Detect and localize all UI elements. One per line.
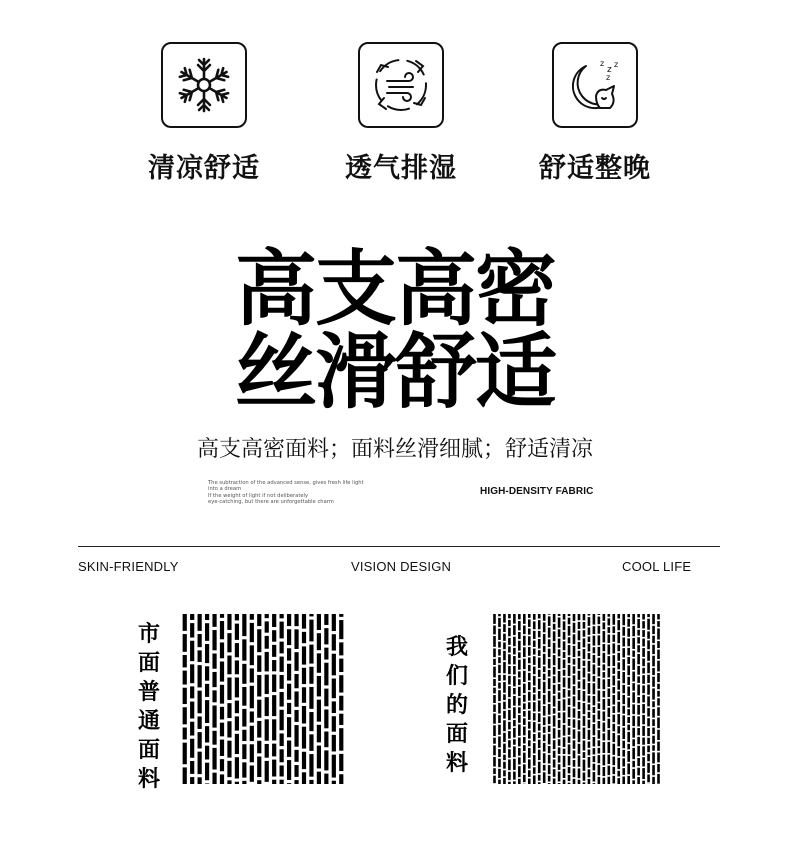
label-char: 的 (445, 693, 468, 718)
headline-line-2: 丝滑舒适 (234, 325, 555, 420)
feature-label: 透气排湿 (345, 153, 457, 184)
headline-line-1: 高支高密 (234, 242, 555, 337)
feature-sleep (515, 42, 675, 185)
high-density-fabric-tag: HIGH-DENSITY FABRIC (480, 486, 594, 497)
feature-label: 舒适整晚 (539, 153, 651, 184)
snowflake-icon (161, 42, 247, 128)
vision-design-label: VISION DESIGN (351, 559, 452, 574)
svg-text:z: z (607, 65, 612, 75)
label-char: 我 (445, 635, 468, 660)
feature-label: 清凉舒适 (148, 153, 260, 184)
label-char: 通 (137, 709, 160, 734)
cool-life-label: COOL LIFE (622, 559, 692, 574)
svg-text:z: z (614, 60, 619, 69)
subtitle: 高支高密面料；面料丝滑细腻；舒适清凉 (196, 437, 593, 462)
small-english-text (208, 480, 383, 505)
feature-cooling (124, 42, 284, 185)
ordinary-fabric-label (136, 620, 162, 794)
label-char: 面 (137, 738, 160, 763)
small-text-line: If the weight of light if not deliberately (208, 492, 309, 499)
sleeping-moon-icon (552, 42, 638, 128)
feature-breathable (321, 42, 481, 185)
small-text-line: into a dream (208, 486, 242, 493)
ordinary-fabric-pattern (181, 614, 345, 784)
label-char: 面 (445, 722, 468, 747)
our-fabric-label (444, 633, 470, 778)
skin-friendly-label: SKIN-FRIENDLY (78, 559, 179, 574)
label-char: 普 (137, 680, 160, 705)
label-char: 们 (445, 664, 468, 689)
small-text-line: eye-catching, but there are unforgettable charm (208, 498, 334, 505)
label-char: 面 (137, 651, 160, 676)
label-char: 市 (137, 622, 160, 647)
our-fabric-pattern (492, 614, 661, 784)
svg-text:z: z (600, 59, 605, 68)
label-char: 料 (445, 751, 468, 776)
breathable-airflow-icon (358, 42, 444, 128)
label-char: 料 (137, 767, 160, 792)
divider-line (78, 546, 720, 547)
small-text-line: The subtraction of the advanced sense, gives fresh life light (208, 480, 364, 486)
svg-text:z: z (606, 73, 611, 82)
